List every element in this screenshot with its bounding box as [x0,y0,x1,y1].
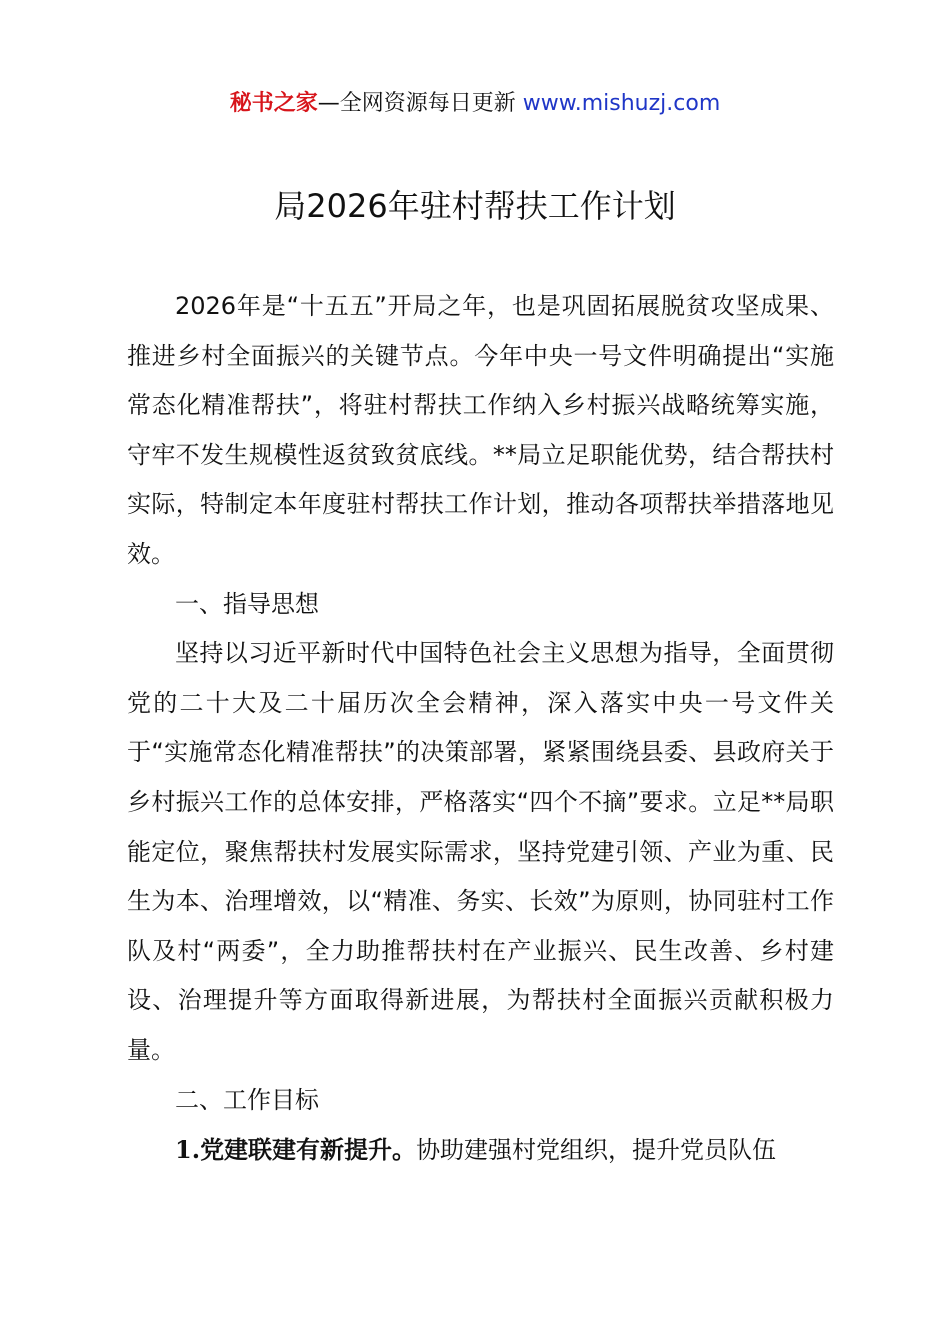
section-heading-guiding-ideology: 一、指导思想 [175,589,319,618]
goal-1-text: 协助建强村党组织，提升党员队伍 [416,1136,777,1165]
site-banner [0,88,950,120]
goal-1-title: 党建联建有新提升。 [200,1136,417,1165]
intro-paragraph: 2026年是“十五五”开局之年，也是巩固拓展脱贫攻坚成果、推进乡村全面振兴的关键节点。今年中央一号文件明确提出“实施常态化精准帮扶”，将驻村帮扶工作纳入乡村振兴战略统筹实施，守牢不发生规模性返贫致贫底线。**局立足职能优势，结合帮扶村实际，特制定本年度驻村帮扶工作计划，推动各项帮扶举措落地见效。 [127,292,834,568]
document-body [127,282,834,1176]
goal-1-paragraph [127,1125,834,1176]
banner-tagline: —全网资源每日更新 [317,91,523,116]
banner-brand: 秘书之家 [229,91,318,116]
guiding-ideology-paragraph: 坚持以习近平新时代中国特色社会主义思想为指导，全面贯彻党的二十大及二十届历次全会精神，深入落实中央一号文件关于“实施常态化精准帮扶”的决策部署，紧紧围绕县委、县政府关于乡村振兴工作的总体安排，严格落实“四个不摘”要求。立足**局职能定位，聚焦帮扶村发展实际需求，坚持党建引领、产业为重、民生为本、治理增效，以“精准、务实、长效”为原则，协同驻村工作队及村“两委”，全力助推帮扶村在产业振兴、民生改善、乡村建设、治理提升等方面取得新进展，为帮扶村全面振兴贡献积极力量。 [127,639,834,1064]
goal-1-number: 1. [175,1135,201,1165]
section-heading-work-goals: 二、工作目标 [175,1085,319,1114]
document-title: 局2026年驻村帮扶工作计划 [274,187,676,225]
banner-url-link[interactable]: www.mishuzj.com [522,91,721,116]
